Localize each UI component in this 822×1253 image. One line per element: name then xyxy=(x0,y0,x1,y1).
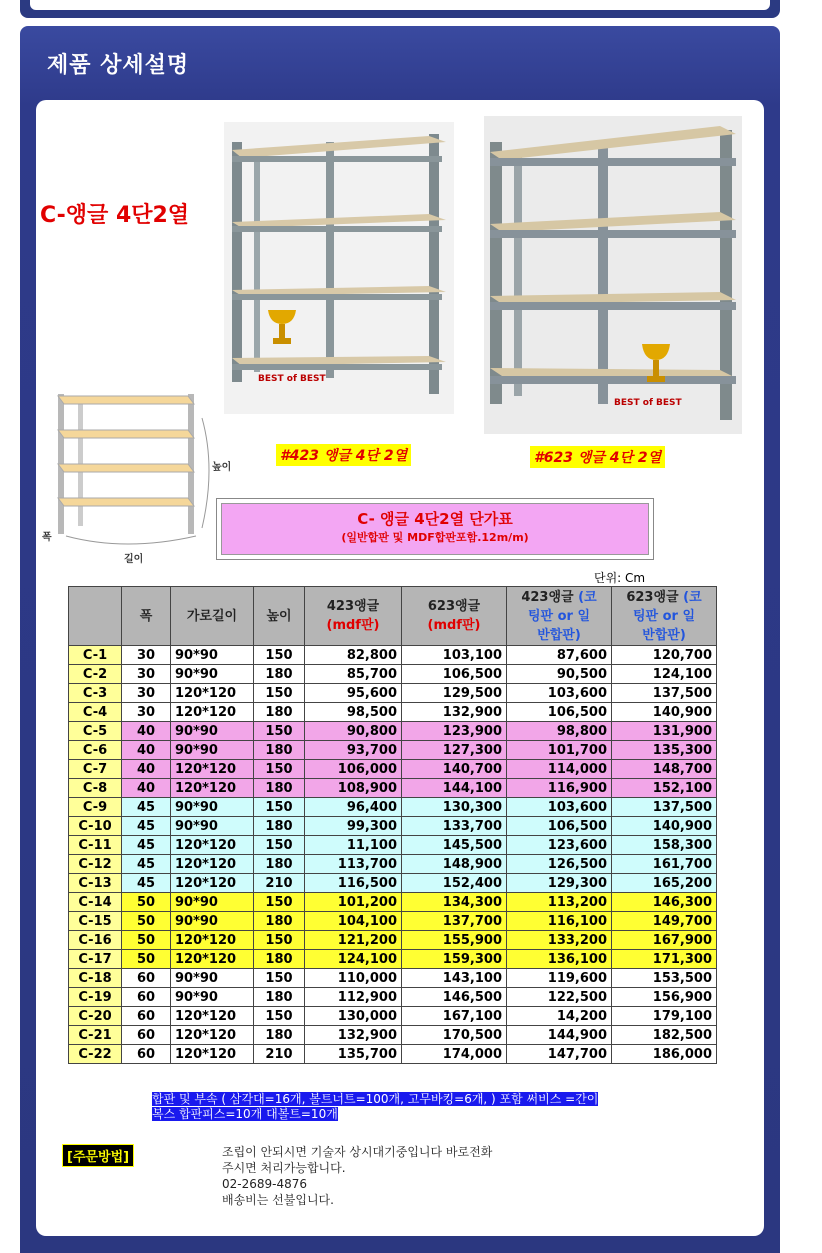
cell-height: 150 xyxy=(254,931,305,950)
width-label: 폭 xyxy=(42,532,52,543)
cell-height: 210 xyxy=(254,874,305,893)
cell-price-623: 170,500 xyxy=(402,1026,507,1045)
row-code: C-13 xyxy=(69,874,122,893)
cell-width: 50 xyxy=(122,950,171,969)
cell-price-423-coating: 101,700 xyxy=(507,741,612,760)
cell-price-623: 143,100 xyxy=(402,969,507,988)
cell-length: 90*90 xyxy=(171,912,254,931)
price-table-title: C- 앵글 4단2열 단가표 xyxy=(357,510,513,528)
accessories-note xyxy=(152,1092,676,1122)
cell-price-623-coating: 167,900 xyxy=(612,931,717,950)
price-table-body xyxy=(69,646,717,1064)
cell-price-423: 132,900 xyxy=(305,1026,402,1045)
cell-price-423: 82,800 xyxy=(305,646,402,665)
cell-price-623-coating: 124,100 xyxy=(612,665,717,684)
cell-height: 150 xyxy=(254,893,305,912)
cell-price-623-coating: 158,300 xyxy=(612,836,717,855)
cell-height: 210 xyxy=(254,1045,305,1064)
cell-length: 90*90 xyxy=(171,817,254,836)
table-row xyxy=(69,779,717,798)
header-length: 가로길이 xyxy=(171,587,254,646)
table-row xyxy=(69,855,717,874)
cell-height: 150 xyxy=(254,836,305,855)
cell-price-623-coating: 140,900 xyxy=(612,703,717,722)
cell-length: 120*120 xyxy=(171,1045,254,1064)
cell-width: 40 xyxy=(122,722,171,741)
cell-width: 40 xyxy=(122,779,171,798)
cell-price-423-coating: 147,700 xyxy=(507,1045,612,1064)
cell-length: 120*120 xyxy=(171,855,254,874)
cell-price-623-coating: 171,300 xyxy=(612,950,717,969)
cell-length: 90*90 xyxy=(171,988,254,1007)
row-code: C-10 xyxy=(69,817,122,836)
caption-423: #423 앵글 4단 2열 xyxy=(276,444,411,466)
order-line: 주시면 처리가능합니다. xyxy=(222,1161,346,1175)
cell-length: 120*120 xyxy=(171,684,254,703)
row-code: C-9 xyxy=(69,798,122,817)
cell-price-423: 124,100 xyxy=(305,950,402,969)
badge-423: BEST of BEST xyxy=(258,374,326,384)
cell-height: 150 xyxy=(254,1007,305,1026)
cell-price-623: 174,000 xyxy=(402,1045,507,1064)
shelf-423-illustration xyxy=(224,122,454,414)
cell-height: 180 xyxy=(254,950,305,969)
table-row xyxy=(69,1007,717,1026)
cell-price-423-coating: 90,500 xyxy=(507,665,612,684)
cell-price-623-coating: 152,100 xyxy=(612,779,717,798)
cell-price-623-coating: 135,300 xyxy=(612,741,717,760)
row-code: C-1 xyxy=(69,646,122,665)
cell-price-423-coating: 116,900 xyxy=(507,779,612,798)
cell-length: 120*120 xyxy=(171,779,254,798)
shelf-623-illustration xyxy=(484,116,742,434)
cell-price-423-coating: 106,500 xyxy=(507,817,612,836)
header-623: 623앵글 (mdf판) xyxy=(402,587,507,646)
cell-length: 120*120 xyxy=(171,874,254,893)
cell-price-623-coating: 148,700 xyxy=(612,760,717,779)
cell-width: 45 xyxy=(122,836,171,855)
row-code: C-15 xyxy=(69,912,122,931)
cell-width: 60 xyxy=(122,1045,171,1064)
cell-price-423: 130,000 xyxy=(305,1007,402,1026)
table-row xyxy=(69,703,717,722)
cell-price-423-coating: 116,100 xyxy=(507,912,612,931)
row-code: C-20 xyxy=(69,1007,122,1026)
cell-price-623: 155,900 xyxy=(402,931,507,950)
cell-width: 45 xyxy=(122,817,171,836)
cell-width: 40 xyxy=(122,760,171,779)
cell-price-623: 106,500 xyxy=(402,665,507,684)
table-row xyxy=(69,836,717,855)
cell-length: 90*90 xyxy=(171,893,254,912)
cell-price-623: 148,900 xyxy=(402,855,507,874)
table-row xyxy=(69,665,717,684)
cell-price-423-coating: 87,600 xyxy=(507,646,612,665)
cell-price-623-coating: 149,700 xyxy=(612,912,717,931)
cell-length: 120*120 xyxy=(171,1026,254,1045)
cell-price-423: 85,700 xyxy=(305,665,402,684)
order-phone: 02-2689-4876 xyxy=(222,1177,308,1191)
cell-price-623: 133,700 xyxy=(402,817,507,836)
cell-price-623-coating: 182,500 xyxy=(612,1026,717,1045)
detail-frame xyxy=(20,26,780,1253)
cell-height: 150 xyxy=(254,798,305,817)
cell-price-423: 11,100 xyxy=(305,836,402,855)
cell-price-623-coating: 161,700 xyxy=(612,855,717,874)
cell-price-623: 123,900 xyxy=(402,722,507,741)
table-row xyxy=(69,950,717,969)
cell-price-623-coating: 140,900 xyxy=(612,817,717,836)
row-code: C-16 xyxy=(69,931,122,950)
cell-price-423-coating: 98,800 xyxy=(507,722,612,741)
cell-price-623-coating: 179,100 xyxy=(612,1007,717,1026)
cell-length: 120*120 xyxy=(171,931,254,950)
cell-width: 45 xyxy=(122,855,171,874)
cell-price-423-coating: 113,200 xyxy=(507,893,612,912)
cell-length: 120*120 xyxy=(171,703,254,722)
cell-length: 90*90 xyxy=(171,798,254,817)
cell-price-423-coating: 129,300 xyxy=(507,874,612,893)
cell-width: 50 xyxy=(122,893,171,912)
row-code: C-3 xyxy=(69,684,122,703)
cell-width: 50 xyxy=(122,931,171,950)
cell-price-423: 135,700 xyxy=(305,1045,402,1064)
cell-price-423-coating: 133,200 xyxy=(507,931,612,950)
cell-height: 180 xyxy=(254,912,305,931)
cell-length: 120*120 xyxy=(171,1007,254,1026)
cell-length: 90*90 xyxy=(171,969,254,988)
cell-width: 30 xyxy=(122,646,171,665)
cell-price-423: 98,500 xyxy=(305,703,402,722)
cell-height: 180 xyxy=(254,779,305,798)
cell-price-423: 116,500 xyxy=(305,874,402,893)
top-border-strip xyxy=(20,0,780,18)
cell-price-423: 99,300 xyxy=(305,817,402,836)
product-title: C-앵글 4단2열 xyxy=(40,203,190,228)
table-row xyxy=(69,741,717,760)
row-code: C-22 xyxy=(69,1045,122,1064)
row-code: C-8 xyxy=(69,779,122,798)
row-code: C-11 xyxy=(69,836,122,855)
product-image-423 xyxy=(224,122,454,414)
cell-width: 45 xyxy=(122,798,171,817)
cell-length: 90*90 xyxy=(171,665,254,684)
header-623-coating: 623앵글 (코 팅판 or 일 반합판) xyxy=(612,587,717,646)
row-code: C-5 xyxy=(69,722,122,741)
cell-price-623-coating: 153,500 xyxy=(612,969,717,988)
cell-height: 180 xyxy=(254,1026,305,1045)
order-line: 조립이 안되시면 기술자 상시대기중입니다 바로전화 xyxy=(222,1145,493,1159)
cell-price-423: 93,700 xyxy=(305,741,402,760)
cell-price-423-coating: 122,500 xyxy=(507,988,612,1007)
cell-width: 60 xyxy=(122,988,171,1007)
cell-price-623-coating: 120,700 xyxy=(612,646,717,665)
cell-price-423-coating: 103,600 xyxy=(507,684,612,703)
cell-price-623: 146,500 xyxy=(402,988,507,1007)
row-code: C-14 xyxy=(69,893,122,912)
cell-width: 40 xyxy=(122,741,171,760)
cell-height: 150 xyxy=(254,969,305,988)
table-row xyxy=(69,684,717,703)
cell-width: 30 xyxy=(122,665,171,684)
row-code: C-12 xyxy=(69,855,122,874)
badge-623: BEST of BEST xyxy=(614,398,682,408)
cell-height: 180 xyxy=(254,741,305,760)
cell-price-623: 152,400 xyxy=(402,874,507,893)
price-table-subtitle: (일반합판 및 MDF합판포함.12m/m) xyxy=(341,531,529,544)
table-row xyxy=(69,988,717,1007)
accessories-line-1: 합판 및 부속 ( 삼각대=16개, 볼트너트=100개, 고무바킹=6개, ) 포함 써비스 =간이 xyxy=(152,1092,599,1106)
cell-price-623-coating: 156,900 xyxy=(612,988,717,1007)
table-row xyxy=(69,912,717,931)
shelf-diagram-illustration xyxy=(42,388,232,548)
order-method-text xyxy=(222,1144,492,1208)
cell-height: 180 xyxy=(254,817,305,836)
cell-height: 150 xyxy=(254,684,305,703)
cell-price-423: 112,900 xyxy=(305,988,402,1007)
cell-width: 45 xyxy=(122,874,171,893)
cell-price-623: 132,900 xyxy=(402,703,507,722)
cell-price-423-coating: 126,500 xyxy=(507,855,612,874)
cell-width: 30 xyxy=(122,684,171,703)
header-423-coating: 423앵글 (코 팅판 or 일 반합판) xyxy=(507,587,612,646)
table-row xyxy=(69,874,717,893)
header-height: 높이 xyxy=(254,587,305,646)
cell-price-423: 96,400 xyxy=(305,798,402,817)
cell-price-623: 134,300 xyxy=(402,893,507,912)
cell-price-423-coating: 114,000 xyxy=(507,760,612,779)
cell-height: 180 xyxy=(254,665,305,684)
table-row xyxy=(69,1045,717,1064)
cell-price-623-coating: 131,900 xyxy=(612,722,717,741)
cell-price-623-coating: 137,500 xyxy=(612,798,717,817)
cell-price-423: 108,900 xyxy=(305,779,402,798)
cell-height: 150 xyxy=(254,722,305,741)
cell-price-423-coating: 103,600 xyxy=(507,798,612,817)
dimension-diagram xyxy=(42,388,232,548)
order-method-label: [주문방법] xyxy=(62,1144,134,1167)
cell-width: 60 xyxy=(122,1007,171,1026)
cell-price-623-coating: 186,000 xyxy=(612,1045,717,1064)
cell-price-623: 145,500 xyxy=(402,836,507,855)
section-title: 제품 상세설명 xyxy=(47,53,190,78)
cell-price-623: 140,700 xyxy=(402,760,507,779)
cell-height: 150 xyxy=(254,646,305,665)
cell-price-423-coating: 136,100 xyxy=(507,950,612,969)
accessories-line-2: 복스 합판피스=10개 대볼트=10개 xyxy=(152,1107,338,1121)
cell-length: 90*90 xyxy=(171,646,254,665)
cell-price-623: 137,700 xyxy=(402,912,507,931)
price-table xyxy=(68,586,717,1064)
cell-width: 30 xyxy=(122,703,171,722)
table-row xyxy=(69,969,717,988)
header-width: 폭 xyxy=(122,587,171,646)
cell-width: 60 xyxy=(122,969,171,988)
cell-length: 120*120 xyxy=(171,950,254,969)
row-code: C-2 xyxy=(69,665,122,684)
table-row xyxy=(69,760,717,779)
row-code: C-4 xyxy=(69,703,122,722)
length-label: 길이 xyxy=(124,554,144,565)
row-code: C-18 xyxy=(69,969,122,988)
cell-price-423-coating: 119,600 xyxy=(507,969,612,988)
cell-width: 50 xyxy=(122,912,171,931)
table-row xyxy=(69,722,717,741)
table-row xyxy=(69,798,717,817)
table-row xyxy=(69,893,717,912)
cell-length: 90*90 xyxy=(171,722,254,741)
cell-price-623: 129,500 xyxy=(402,684,507,703)
cell-price-623: 127,300 xyxy=(402,741,507,760)
order-line: 배송비는 선불입니다. xyxy=(222,1193,334,1207)
table-row xyxy=(69,646,717,665)
cell-price-623: 159,300 xyxy=(402,950,507,969)
row-code: C-7 xyxy=(69,760,122,779)
cell-price-423-coating: 144,900 xyxy=(507,1026,612,1045)
cell-price-423: 106,000 xyxy=(305,760,402,779)
cell-height: 150 xyxy=(254,760,305,779)
cell-price-423-coating: 14,200 xyxy=(507,1007,612,1026)
cell-price-623-coating: 165,200 xyxy=(612,874,717,893)
cell-price-623: 167,100 xyxy=(402,1007,507,1026)
table-row xyxy=(69,817,717,836)
row-code: C-19 xyxy=(69,988,122,1007)
unit-label: 단위: Cm xyxy=(594,571,646,585)
cell-price-623-coating: 137,500 xyxy=(612,684,717,703)
cell-price-623: 144,100 xyxy=(402,779,507,798)
cell-price-423: 110,000 xyxy=(305,969,402,988)
table-row xyxy=(69,1026,717,1045)
cell-price-423: 101,200 xyxy=(305,893,402,912)
table-header-row xyxy=(69,587,717,646)
cell-height: 180 xyxy=(254,855,305,874)
table-row xyxy=(69,931,717,950)
cell-width: 60 xyxy=(122,1026,171,1045)
height-label: 높이 xyxy=(212,462,232,473)
caption-623: #623 앵글 4단 2열 xyxy=(530,446,665,468)
row-code: C-17 xyxy=(69,950,122,969)
cell-length: 120*120 xyxy=(171,760,254,779)
cell-price-423: 113,700 xyxy=(305,855,402,874)
cell-price-423-coating: 123,600 xyxy=(507,836,612,855)
cell-height: 180 xyxy=(254,988,305,1007)
cell-height: 180 xyxy=(254,703,305,722)
cell-price-423: 90,800 xyxy=(305,722,402,741)
header-423: 423앵글 (mdf판) xyxy=(305,587,402,646)
cell-price-623-coating: 146,300 xyxy=(612,893,717,912)
cell-price-423: 95,600 xyxy=(305,684,402,703)
cell-length: 90*90 xyxy=(171,741,254,760)
cell-price-423: 104,100 xyxy=(305,912,402,931)
cell-length: 120*120 xyxy=(171,836,254,855)
content-panel xyxy=(36,100,764,1236)
cell-price-423-coating: 106,500 xyxy=(507,703,612,722)
row-code: C-21 xyxy=(69,1026,122,1045)
cell-price-423: 121,200 xyxy=(305,931,402,950)
product-image-623 xyxy=(484,116,742,434)
cell-price-623: 103,100 xyxy=(402,646,507,665)
cell-price-623: 130,300 xyxy=(402,798,507,817)
price-table-title-box xyxy=(216,498,654,560)
row-code: C-6 xyxy=(69,741,122,760)
